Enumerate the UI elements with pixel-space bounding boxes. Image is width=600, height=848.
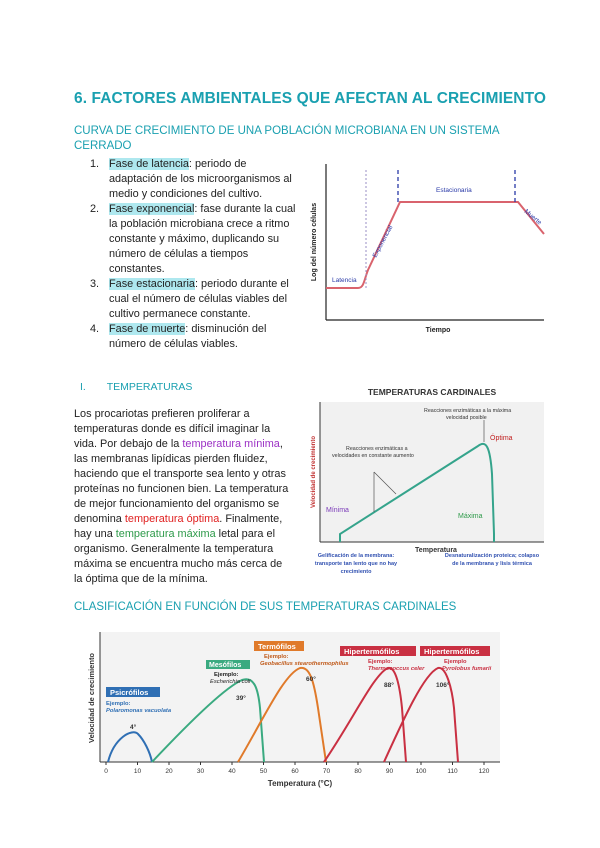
note-bottom-right: Desnaturalización proteica; colapso — [444, 553, 540, 559]
text-line: las membranas lipídicas pierden fluidez, — [74, 453, 268, 465]
x-tick-label: 40 — [228, 768, 236, 775]
classification-subtitle: CLASIFICACIÓN EN FUNCIÓN DE SUS TEMPERATURAS CARDINALES — [74, 601, 457, 613]
cardinal-chart-title: TEMPERATURAS CARDINALES — [367, 387, 497, 397]
phase-text: la población microbiana crece a ritmo — [109, 218, 290, 230]
phase-term: Fase de latencia — [109, 158, 189, 170]
phase-item — [74, 157, 298, 202]
temp-opt-term: temperatura óptima — [124, 513, 220, 525]
group-name: Termófilos — [258, 642, 296, 651]
optima-label: Óptima — [490, 435, 513, 442]
y-axis-label: Velocidad de crecimiento — [311, 435, 317, 509]
x-tick-label: 70 — [322, 768, 331, 775]
y-axis-label: Log del número células — [311, 202, 318, 282]
text-line: denomina — [74, 513, 125, 525]
phase-number: 4. — [90, 323, 100, 335]
optimum-label: 4° — [130, 724, 137, 731]
text-line: máxima se encuentra mucho más cerca de — [74, 558, 283, 570]
phase-text: : periodo durante el — [194, 278, 289, 290]
temp-max-term: temperatura máxima — [115, 528, 216, 540]
page-title: 6. FACTORES AMBIENTALES QUE AFECTAN AL CRECIMIENTO — [74, 90, 547, 107]
section-title: TEMPERATURAS — [106, 381, 193, 393]
section-heading — [80, 380, 192, 395]
growth-curve — [326, 202, 544, 288]
temp-min-term: temperatura mínima — [182, 438, 280, 450]
x-tick-label: 80 — [354, 768, 362, 775]
phase-text: adaptación de los microorganismos al — [109, 173, 292, 185]
text-line: haciendo que el transporte sea lento y otras — [74, 468, 286, 480]
estacionaria-label: Estacionaria — [436, 187, 472, 194]
x-tick-label: 20 — [165, 768, 173, 775]
growth-curve-subtitle: CURVA DE CRECIMIENTO DE UNA POBLACIÓN MICROBIANA EN UN SISTEMA CERRADO — [74, 125, 499, 152]
example-species: Geobacillus stearothermophilus — [260, 661, 349, 667]
group-name: Hipertermófilos — [424, 647, 480, 656]
phase-text: : periodo de — [188, 158, 247, 170]
x-axis-label: Temperatura — [415, 547, 457, 554]
text-line: temperaturas donde es difícil imaginar la — [74, 423, 271, 435]
group-name: Mesófilos — [209, 662, 242, 669]
group-name: Psicrófilos — [110, 688, 149, 697]
x-tick-label: 120 — [478, 768, 490, 775]
example-species: Pyrolobus fumarii — [442, 666, 492, 672]
y-axis-label: Velocidad de crecimiento — [87, 652, 96, 744]
example-label: Ejemplo: — [264, 654, 289, 660]
example-label: Ejemplo: — [106, 701, 131, 707]
x-tick-label: 100 — [415, 768, 427, 775]
x-tick-label: 30 — [196, 768, 205, 775]
example-species: Polaromonas vacuolata — [106, 708, 172, 714]
example-label: Ejemplo: — [214, 672, 239, 678]
maxima-label: Máxima — [458, 513, 483, 520]
phase-item — [74, 322, 298, 352]
minima-label: Mínima — [326, 507, 349, 514]
optimum-label: 106° — [436, 682, 450, 689]
x-tick-label: 90 — [385, 768, 394, 775]
x-tick-label: 0 — [104, 768, 108, 775]
classification-chart — [84, 628, 504, 788]
text-line: Los procariotas prefieren proliferar a — [74, 408, 250, 420]
x-axis-label: Temperatura (°C) — [267, 779, 333, 788]
example-species: Thermococcus celer — [368, 666, 425, 672]
text-line: , — [279, 438, 283, 450]
x-tick-label: 60 — [291, 768, 299, 775]
phase-text: número de células viables. — [109, 338, 238, 350]
example-species: Escherichia coli — [210, 679, 251, 685]
note-mid: Reacciones enzimáticas a — [346, 446, 408, 452]
text-line: letal para el — [215, 528, 275, 540]
phase-text: constantes. — [109, 263, 165, 275]
phase-term: Fase estacionaria — [109, 278, 195, 290]
note-mid: velocidades en constante aumento — [332, 453, 414, 459]
x-axis-label: Tiempo — [425, 327, 451, 334]
phase-item — [74, 277, 298, 322]
text-line: . Finalmente, — [219, 513, 283, 525]
example-label: Ejemplo: — [368, 659, 393, 665]
section-number: I. — [80, 381, 86, 393]
x-tick-group — [104, 762, 490, 775]
temperature-paragraph — [74, 407, 294, 587]
text-line: proteínas no funcionen bien. La temperatura — [74, 483, 289, 495]
text-line: de mejor funcionamiento del organismo se — [74, 498, 280, 510]
chart-background — [320, 402, 544, 542]
phase-text: cultivo permanece constante. — [109, 308, 251, 320]
phase-term: Fase exponencial — [109, 203, 195, 215]
text-line: organismo. Generalmente la temperatura — [74, 543, 274, 555]
x-tick-label: 10 — [133, 768, 142, 775]
muerte-label: Muerte — [522, 208, 543, 227]
phase-text: constante y máximo, duplicando su — [109, 233, 280, 245]
phase-number: 2. — [90, 203, 100, 215]
text-line: vida. Por debajo de la — [74, 438, 183, 450]
note-top: Reacciones enzimáticas a la máxima — [424, 408, 512, 414]
note-bottom-right: de la membrana y lisis térmica — [452, 561, 532, 567]
phase-text: : fase durante la cual — [194, 203, 296, 215]
phase-text: medio y condiciones del cultivo. — [109, 188, 263, 200]
phase-number: 3. — [90, 278, 100, 290]
phase-number: 1. — [90, 158, 100, 170]
note-bottom-left: crecimiento — [340, 569, 372, 575]
optimum-label: 39° — [236, 695, 246, 702]
text-line: hay una — [74, 528, 116, 540]
phase-term: Fase de muerte — [109, 323, 186, 335]
optimum-label: 60° — [306, 676, 316, 683]
note-top: velocidad posible — [446, 415, 487, 421]
phase-text: número de células a tiempos — [109, 248, 249, 260]
x-tick-label: 110 — [447, 768, 458, 775]
cardinal-temperatures-chart — [306, 384, 550, 580]
note-bottom-left: transporte tan lento que no hay — [314, 561, 398, 567]
note-bottom-left: Gelificación de la membrana: — [317, 553, 395, 559]
phase-text: : disminución del — [185, 323, 267, 335]
group-name: Hipertermófilos — [344, 647, 400, 656]
phase-list — [74, 157, 298, 352]
optimum-label: 88° — [384, 682, 394, 689]
exponencial-label: Exponencial — [371, 224, 395, 259]
phase-text: cual el número de células viables del — [109, 293, 287, 305]
growth-curve-chart — [308, 160, 548, 340]
example-label: Ejemplo — [444, 659, 467, 665]
text-line: la óptima que de la mínima. — [74, 573, 208, 585]
x-tick-label: 50 — [259, 768, 268, 775]
latencia-label: Latencia — [332, 277, 357, 284]
phase-item — [74, 202, 298, 277]
